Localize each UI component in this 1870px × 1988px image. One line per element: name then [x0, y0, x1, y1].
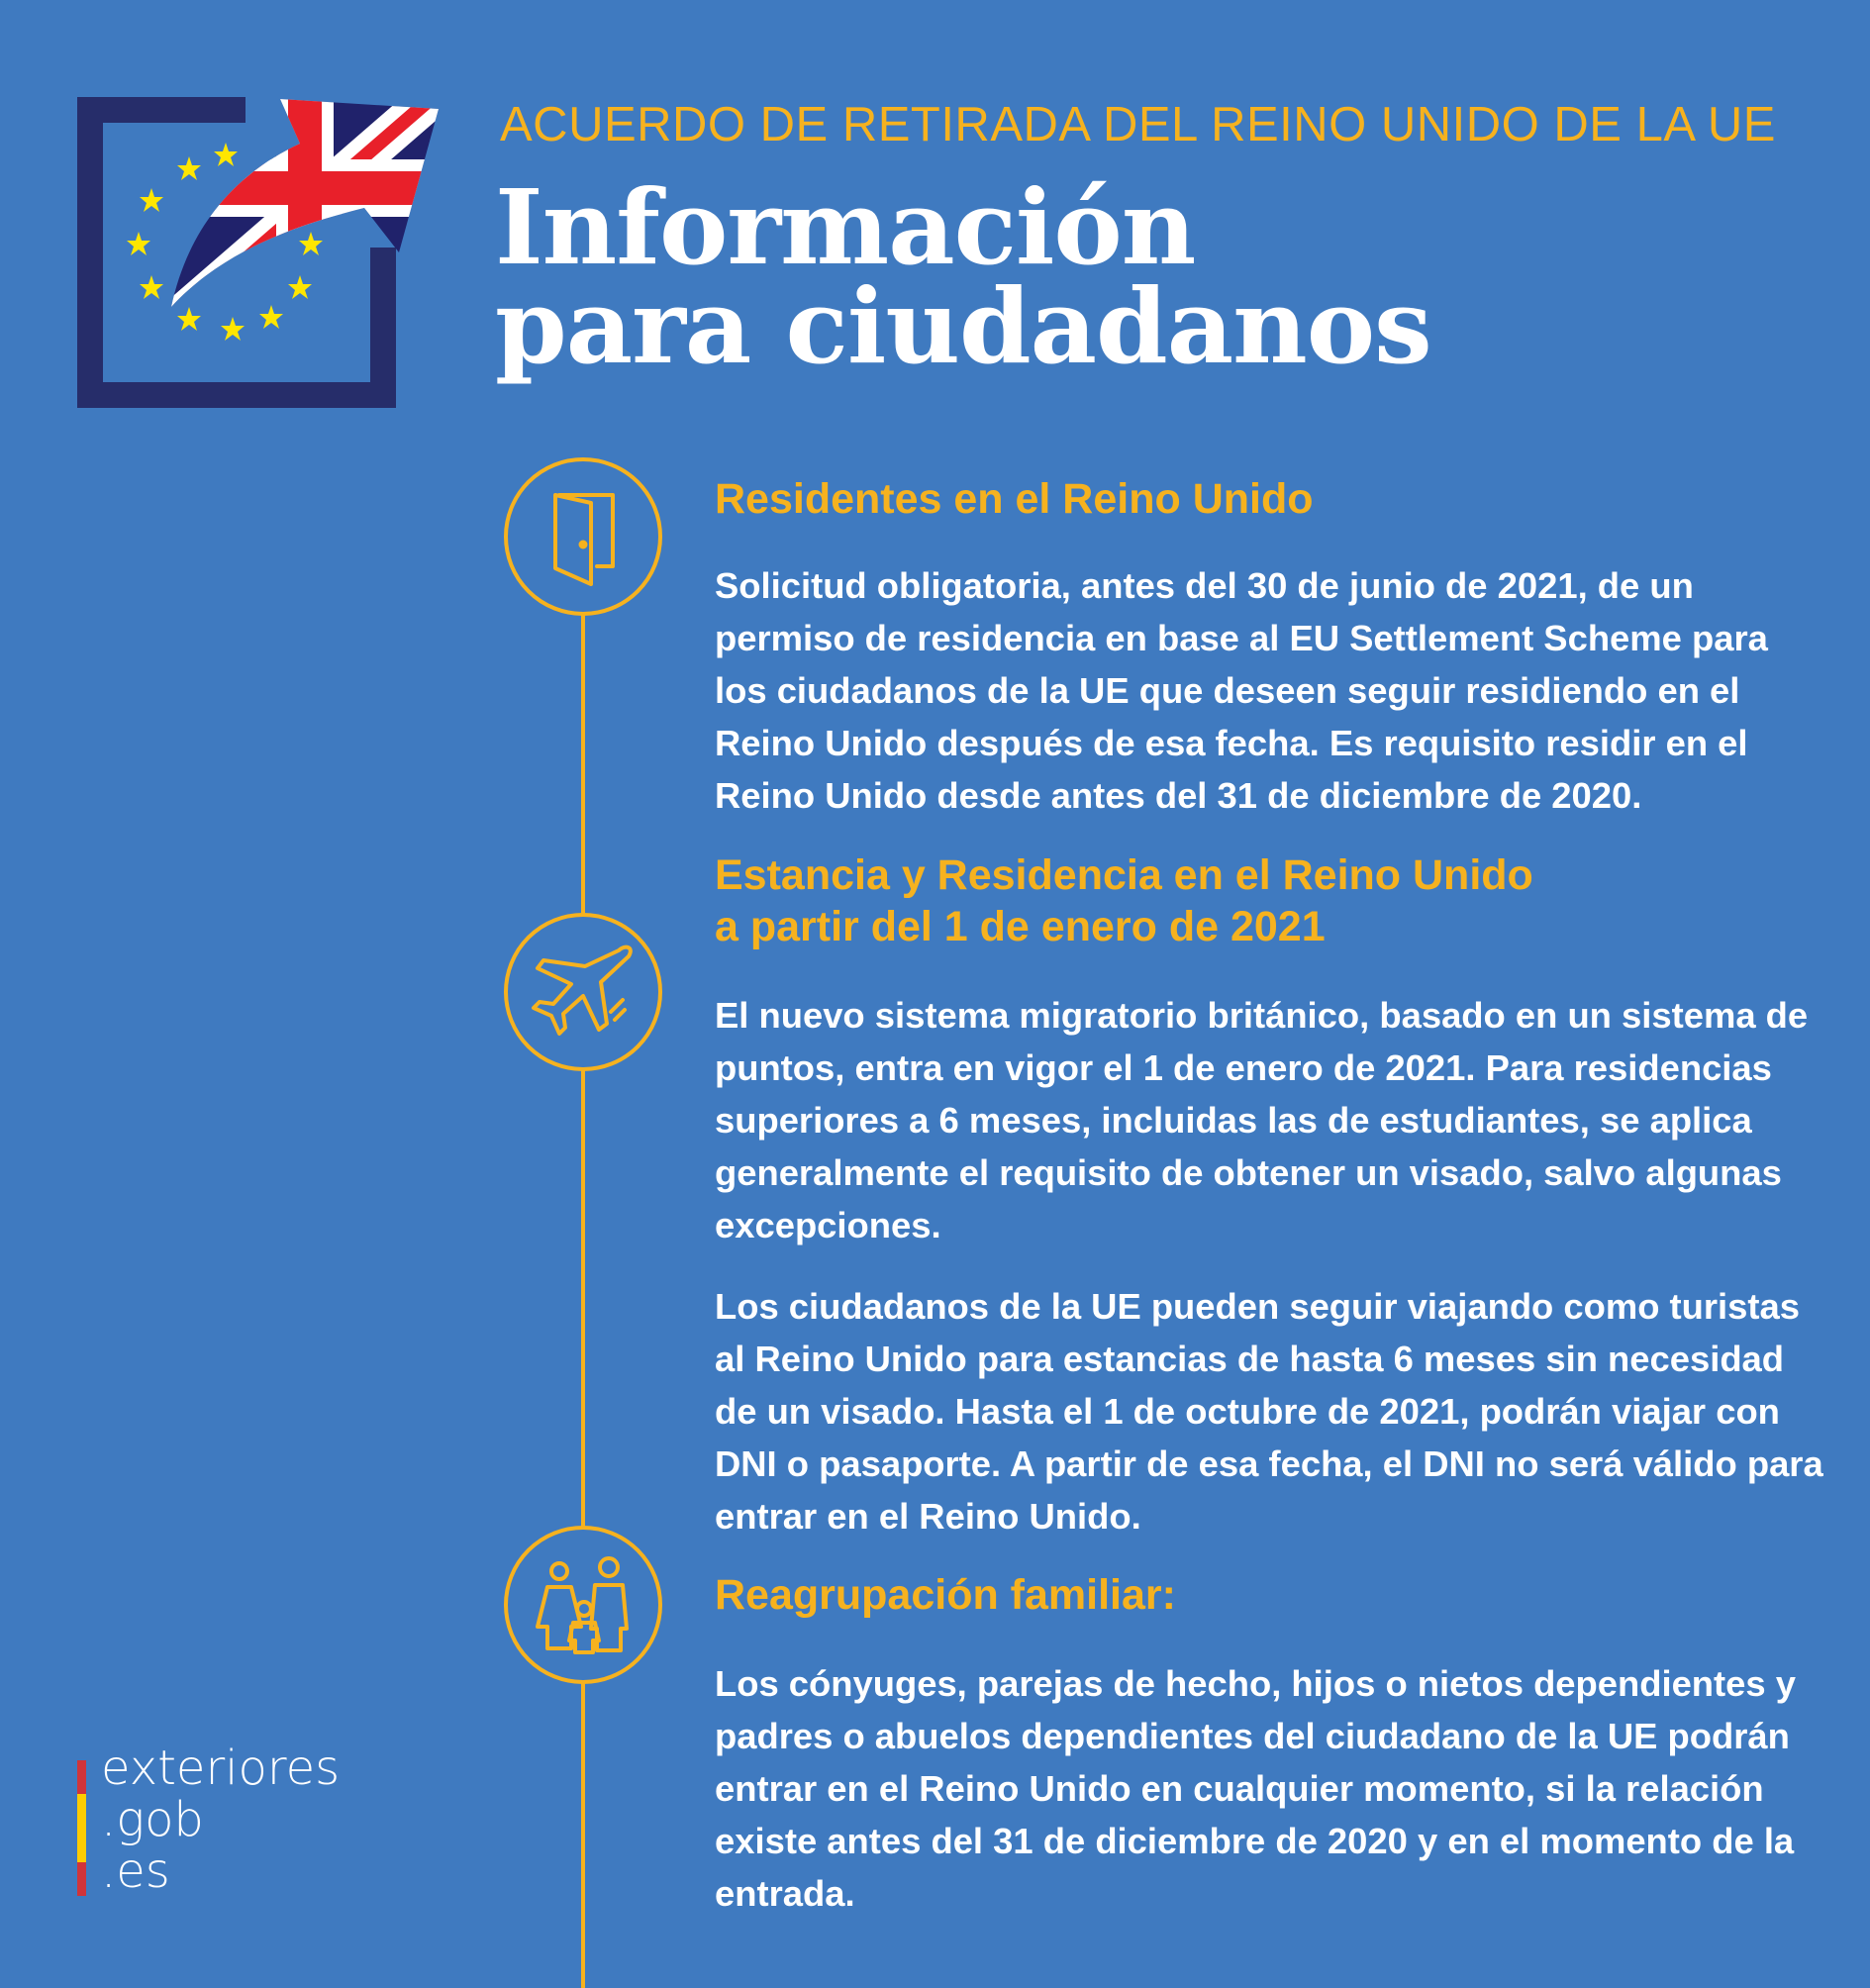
- section-heading-reagrupacion: [715, 1569, 1176, 1621]
- section-heading-line: Residentes en el Reino Unido: [715, 475, 1314, 523]
- exteriores-logo-text: [101, 1742, 340, 1897]
- section-text-estancia-1: El nuevo sistema migratorio británico, basado en un sistema de puntos, entra en vigor el 1 de enero de 2021. Para residencias superiores a 6 meses, incluidas las de estudiantes, se aplica generalmente el requisito de obtener un visado, salvo algunas excepciones.: [715, 995, 1809, 1245]
- page-title: [495, 166, 1431, 387]
- section-heading-residentes: [715, 473, 1314, 525]
- logo-line: .gob: [101, 1792, 204, 1847]
- airplane-icon: [504, 913, 662, 1071]
- page-title-line1: Información: [495, 166, 1196, 288]
- section-text-reagrupacion: Los cónyuges, parejas de hecho, hijos o nietos dependientes y padres o abuelos dependientes del ciudadano de la UE podrán entrar en el Reino Unido en cualquier momento, si la relación existe antes del 31 de diciembre de 2020 y en el momento de la entrada.: [715, 1663, 1796, 1914]
- section-heading-line: Estancia y Residencia en el Reino Unido: [715, 851, 1533, 899]
- section-heading-line: Reagrupación familiar:: [715, 1571, 1176, 1619]
- page-title-line2: para ciudadanos: [495, 265, 1431, 387]
- timeline-line: [581, 569, 585, 1988]
- eu-uk-logo-icon: [77, 40, 453, 408]
- logo-line: .es: [101, 1843, 170, 1899]
- section-heading-estancia: [715, 849, 1533, 952]
- header-kicker: ACUERDO DE RETIRADA DEL REINO UNIDO DE LA UE: [500, 98, 1776, 151]
- section-text-estancia-2: Los ciudadanos de la UE pueden seguir viajando como turistas al Reino Unido para estancias de hasta 6 meses sin necesidad de un visado. Hasta el 1 de octubre de 2021, podrán viajar con DNI o pasaporte. A partir de esa fecha, el DNI no será válido para entrar en el Reino Unido.: [715, 1286, 1823, 1537]
- exteriores-logo: [77, 1742, 404, 1901]
- family-icon: [504, 1526, 662, 1684]
- door-icon: [504, 457, 662, 616]
- spain-flag-bar: [77, 1760, 86, 1896]
- section-text-residentes: Solicitud obligatoria, antes del 30 de junio de 2021, de un permiso de residencia en base al EU Settlement Scheme para los ciudadanos de la UE que deseen seguir residiendo en el Reino Unido después de esa fecha. Es requisito residir en el Reino Unido desde antes del 31 de diciembre de 2020.: [715, 565, 1768, 816]
- section-heading-line: a partir del 1 de enero de 2021: [715, 903, 1326, 950]
- logo-line: exteriores: [101, 1740, 341, 1796]
